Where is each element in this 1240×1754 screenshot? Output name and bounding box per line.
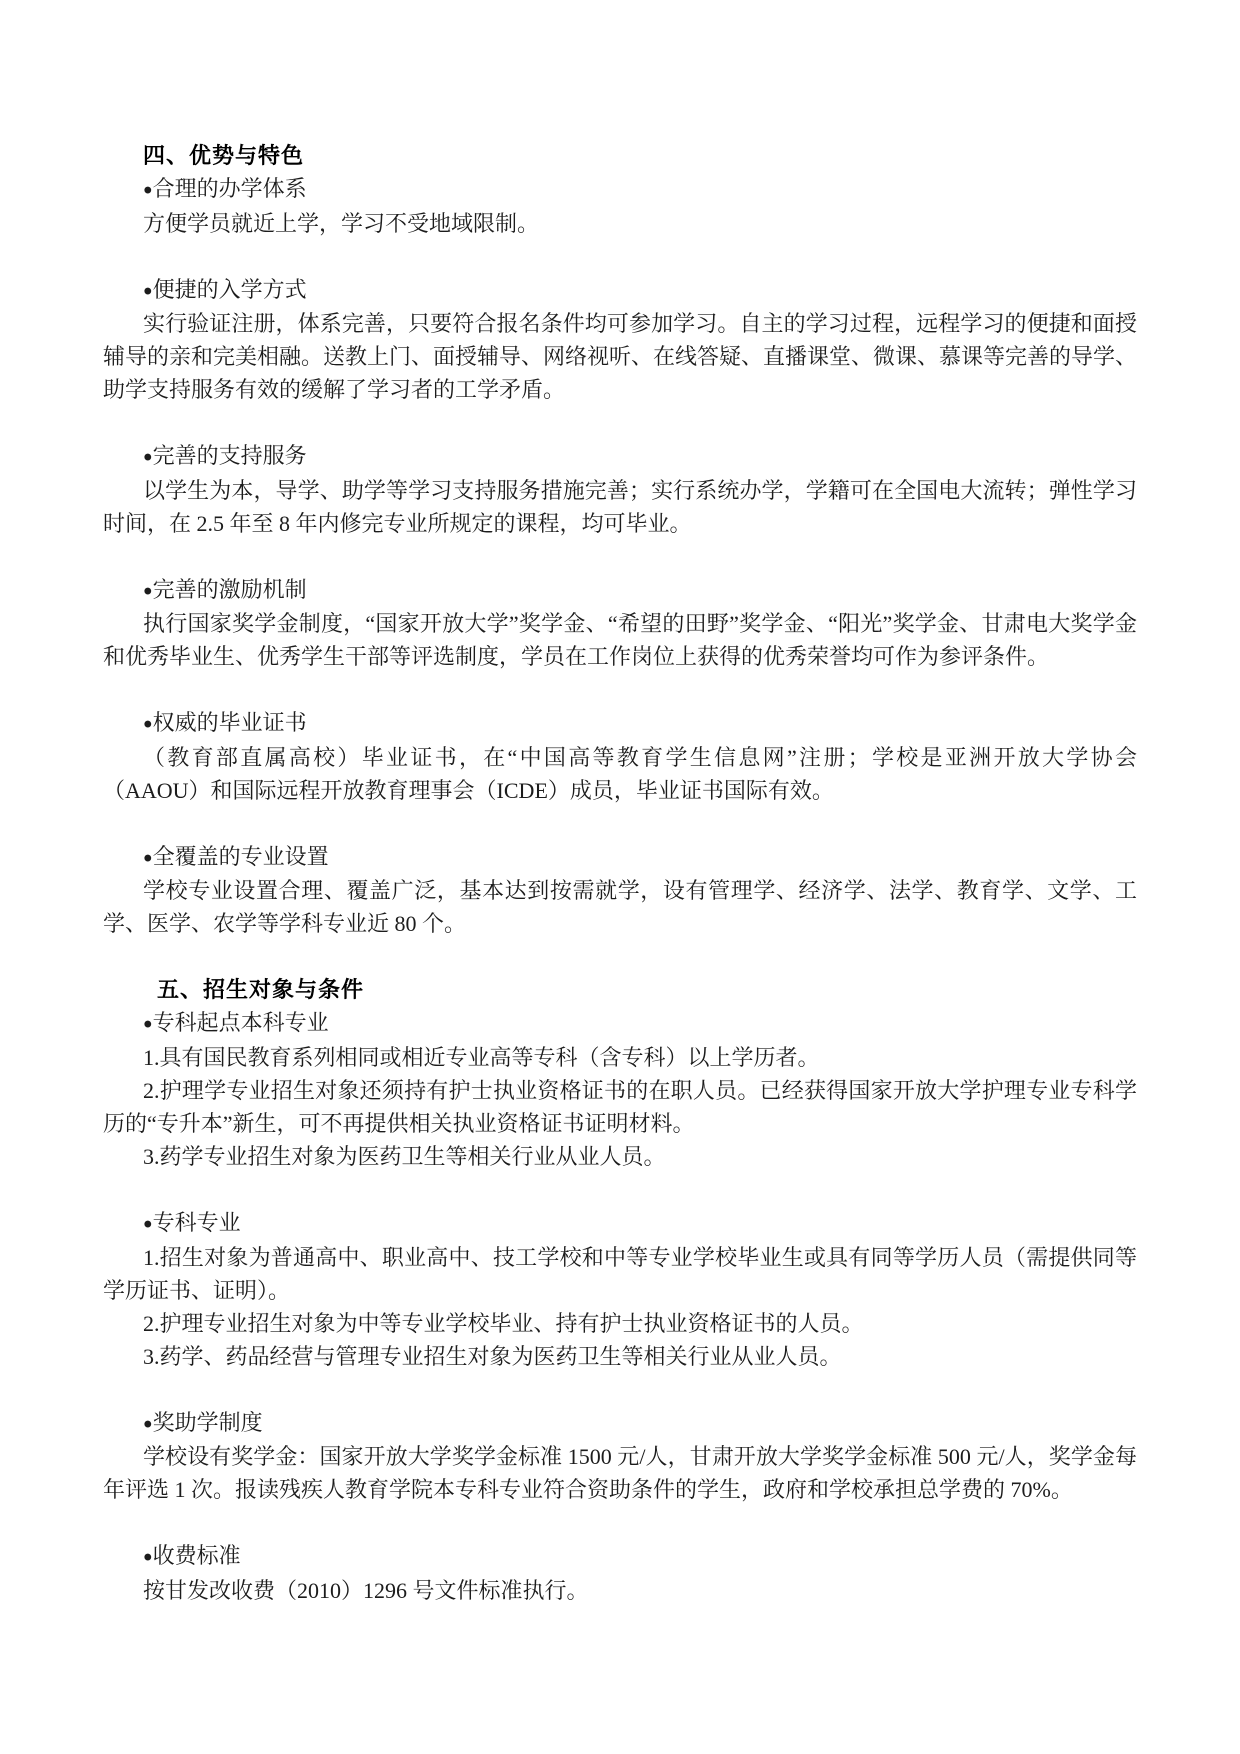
bullet-icon: ● — [143, 1215, 153, 1233]
bullet-title-line — [103, 1206, 1137, 1241]
bullet-title-line — [103, 1406, 1137, 1441]
feature-item-enrollment-method — [103, 273, 1137, 407]
admission-item-upgrade-bachelor — [103, 1006, 1137, 1173]
item-paragraph: 3.药学专业招生对象为医药卫生等相关行业从业人员。 — [143, 1144, 666, 1170]
item-paragraph: （教育部直属高校）毕业证书，在“中国高等教育学生信息网”注册；学校是亚洲开放大学协会（AAOU）和国际远程开放教育理事会（ICDE）成员，毕业证书国际有效。 — [103, 744, 1137, 803]
bullet-title-line — [103, 1539, 1137, 1574]
bullet-title: 全覆盖的专业设置 — [152, 843, 329, 869]
item-paragraph: 学校专业设置合理、覆盖广泛，基本达到按需就学，设有管理学、经济学、法学、教育学、文学、工学、医学、农学等学科专业近 80 个。 — [103, 878, 1137, 937]
bullet-title-line — [103, 840, 1137, 875]
bullet-icon: ● — [143, 448, 153, 466]
feature-item-incentive-mechanism — [103, 573, 1137, 674]
section-heading-advantages: 四、优势与特色 — [143, 143, 305, 168]
item-paragraph: 3.药学、药品经营与管理专业招生对象为医药卫生等相关行业从业人员。 — [143, 1343, 842, 1369]
bullet-title-line — [103, 1006, 1137, 1041]
item-paragraph: 1.招生对象为普通高中、职业高中、技工学校和中等专业学校毕业生或具有同等学历人员（需提供同等学历证书、证明）。 — [103, 1244, 1137, 1303]
bullet-title: 完善的支持服务 — [152, 443, 307, 469]
bullet-title: 权威的毕业证书 — [152, 710, 307, 736]
item-paragraph: 1.具有国民教育系列相同或相近专业高等专科（含专科）以上学历者。 — [143, 1045, 820, 1071]
feature-item-diploma — [103, 706, 1137, 807]
bullet-title: 便捷的入学方式 — [152, 276, 307, 302]
item-paragraph: 执行国家奖学金制度，“国家开放大学”奖学金、“希望的田野”奖学金、“阳光”奖学金、甘肃电大奖学金和优秀毕业生、优秀学生干部等评选制度，学员在工作岗位上获得的优秀荣誉均可作为参评条件。 — [103, 611, 1137, 670]
bullet-title: 专科专业 — [152, 1210, 241, 1236]
bullet-icon: ● — [143, 1016, 153, 1034]
bullet-title-line — [103, 439, 1137, 474]
item-paragraph: 2.护理专业招生对象为中等专业学校毕业、持有护士执业资格证书的人员。 — [143, 1310, 864, 1336]
admission-item-fee-standard — [103, 1539, 1137, 1607]
admission-item-junior-college — [103, 1206, 1137, 1373]
bullet-title: 收费标准 — [152, 1543, 241, 1569]
bullet-icon: ● — [143, 1548, 153, 1566]
item-paragraph: 按甘发改收费（2010）1296 号文件标准执行。 — [143, 1577, 589, 1603]
admission-item-scholarship — [103, 1406, 1137, 1507]
bullet-icon: ● — [143, 849, 153, 867]
bullet-icon: ● — [143, 715, 153, 733]
bullet-title-line — [103, 706, 1137, 741]
item-paragraph: 实行验证注册，体系完善，只要符合报名条件均可参加学习。自主的学习过程，远程学习的便捷和面授辅导的亲和完美相融。送教上门、面授辅导、网络视听、在线答疑、直播课堂、微课、慕课等完善的导学、助学支持服务有效的缓解了学习者的工学矛盾。 — [103, 311, 1138, 403]
bullet-title: 专科起点本科专业 — [152, 1010, 329, 1036]
bullet-title-line — [103, 273, 1137, 308]
feature-item-major-coverage — [103, 840, 1137, 941]
bullet-icon: ● — [143, 181, 153, 199]
bullet-icon: ● — [143, 1415, 153, 1433]
bullet-title: 合理的办学体系 — [152, 176, 307, 201]
item-paragraph: 2.护理学专业招生对象还须持有护士执业资格证书的在职人员。已经获得国家开放大学护理专业专科学历的“专升本”新生，可不再提供相关执业资格证书证明材料。 — [103, 1078, 1137, 1137]
item-paragraph: 学校设有奖学金：国家开放大学奖学金标准 1500 元/人，甘肃开放大学奖学金标准 500 元/人，奖学金每年评选 1 次。报读残疾人教育学院本专科专业符合资助条件的学生，政府和学校承担总学费的 70%。 — [103, 1444, 1137, 1503]
bullet-icon: ● — [143, 582, 153, 600]
bullet-title: 完善的激励机制 — [152, 576, 307, 602]
section-heading-admission: 五、招生对象与条件 — [157, 977, 365, 1003]
feature-item-support-services — [103, 439, 1137, 540]
feature-item-school-system — [103, 172, 1137, 240]
bullet-title: 奖助学制度 — [152, 1409, 263, 1435]
bullet-title-line — [103, 573, 1137, 608]
item-paragraph: 以学生为本，导学、助学等学习支持服务措施完善；实行系统办学，学籍可在全国电大流转；弹性学习时间，在 2.5 年至 8 年内修完专业所规定的课程，均可毕业。 — [103, 477, 1137, 536]
item-paragraph: 方便学员就近上学，学习不受地域限制。 — [143, 210, 540, 236]
bullet-title-line — [103, 172, 1137, 207]
bullet-icon: ● — [143, 282, 153, 300]
